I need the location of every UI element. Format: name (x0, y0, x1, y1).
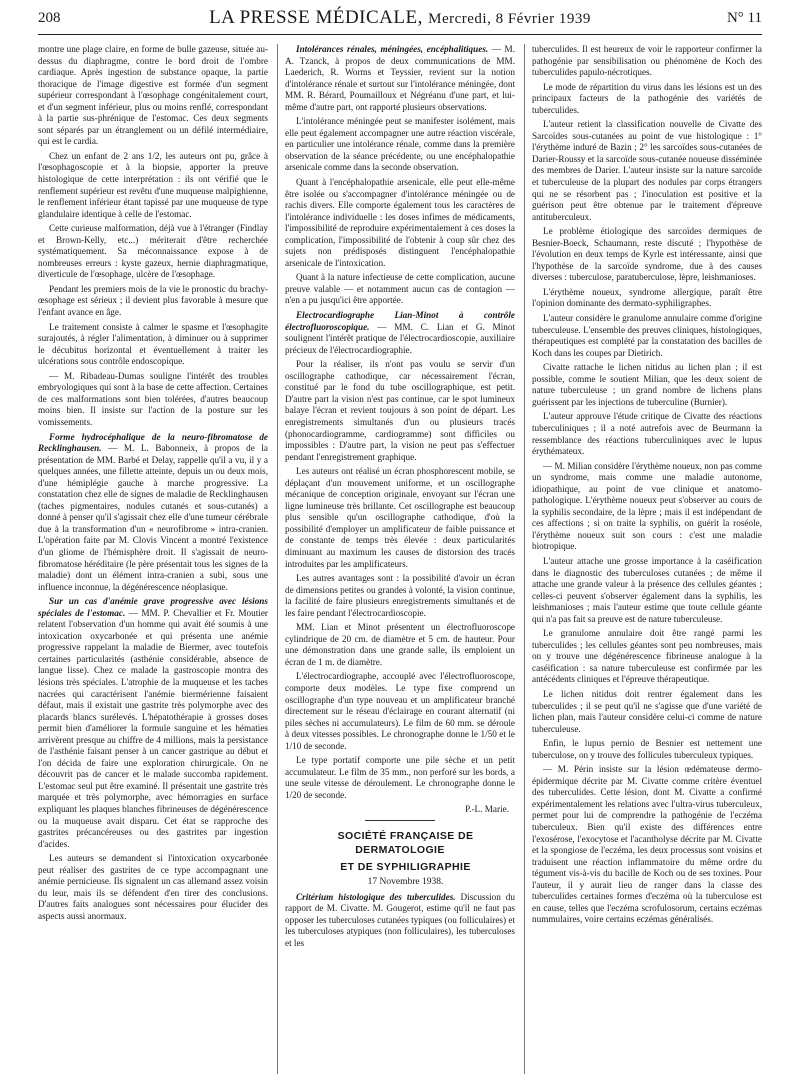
paragraph-text: Cette curieuse malformation, déjà vue à l'étranger (Findlay et Brown-Kelly, etc...) mériterait d'être recherchée systématiquement. Sa méconnaissance expose à de nombreuses erreurs : kyste gazeux, hernie diaphragmatique, diverticule de l'œsophage, ulcère de l'œsophage. (38, 223, 268, 280)
issue-number: N° 11 (726, 10, 762, 26)
column-2 (285, 44, 515, 1074)
column-1 (38, 44, 268, 1074)
paragraph (532, 738, 762, 761)
paragraph-text: L'auteur attache une grosse importance à la caséification dans le diagnostic des tuberculoses cutanées ; de même il attache une grande valeur à la présence des cellules géantes ; celles-ci peuvent s'observer également dans la syphilis, les leishmanioses ; mais l'auteur estime que toute cellule géante qui n'a pas fait sa preuve est de nature tuberculeuse. (532, 555, 762, 624)
paragraph (532, 44, 762, 79)
paragraph (285, 755, 515, 801)
paragraph-text: L'auteur considère le granulome annulaire comme d'origine tuberculeuse. L'ensemble des preuves cliniques, histologiques, thérapeutiques est complété par la constatation des bacilles de Koch dans les coupes par Dietirich. (532, 313, 762, 358)
paragraph (532, 313, 762, 359)
paragraph-text: Les autres avantages sont : la possibilité d'avoir un écran de dimensions petites ou grandes à volonté, la vision continue, la facilité de faire plusieurs enregistrements simultanés et de les faire pendant l'électrocardioscopie. (285, 573, 515, 618)
issue-date: Mercredi, 8 Février 1939 (428, 11, 591, 27)
paragraph-text: Chez un enfant de 2 ans 1/2, les auteurs ont pu, grâce à l'œsophagoscopie et à la biopsie, apporter la preuve histologique de cette interprétation : ils ont vérifié que le renflement supérieur est revêtu d'une muqueuse malpighienne, le renflement inférieur étant tapissé par une muqueuse de type glandulaire identique à celle de l'estomac. (38, 150, 268, 219)
paragraph (285, 359, 515, 463)
paragraph-text: L'électrocardiographe, accouplé avec l'électrofluoroscope, comporte deux modèles. Le type fixe comprend un oscillographe d'un type nouveau et un amplificateur branché directement sur le réseau d'éclairage en courant alternatif (ni piles sèches ni accumulateurs). Le film de 60 mm. se déroule à deux vitesses possibles. Le chronographe donne le 1/50 et le 1/10 de seconde. (285, 671, 515, 751)
paragraph-text: montre une plage claire, en forme de bulle gazeuse, située au-dessus du diaphragme, contre le bord droit de l'ombre cardiaque. Après ingestion de substance opaque, la partie thoracique de l'image digestive est formée d'un segment supérieur correspondant à l'œsophage congénitalement court, et d'un segment inférieur, plus ou moins renflé, correspondant à la partie sus-phrénique de l'estomac. Ces deux segments sont séparés par un étranglement ou un défilé intermédiaire, qui est le cardia. (38, 44, 268, 147)
paragraph-text: L'intolérance méningée peut se manifester isolément, mais elle peut également accompagner une autre réaction viscérale, en particulier une intolérance rénale, comme dans la première observation de la séance précédente, ou une encéphalopathie arsenicale comme dans la seconde observation. (285, 116, 515, 173)
paragraph (285, 671, 515, 752)
paragraph (38, 853, 268, 922)
paragraph-text: L'auteur approuve l'étude critique de Civatte des réactions tuberculiniques ; il a noté autrefois avec de Beurmann la ressemblance des réactions tuberculiniques avec le lupus érythémateux. (532, 411, 762, 457)
column-divider (277, 44, 278, 1074)
paragraph-text: Discussion du rapport de M. Civatte. M. Gougerot, estime qu'il ne faut pas opposer les tuberculoses cutanées typiques (ou folliculaires) et les tuberculoses atypiques (non folliculaires), les tuberculoses et les (285, 891, 515, 948)
paragraph-text: — MM. P. Chevallier et Fr. Moutier relatent l'observation d'un homme qui avait été soumis à une intoxication oxycarbonée et qui présenta une anémie progressive rappelant la maladie de Biermer, avec toutefois certaines particularités (asthénie considérable, absence de langue lisse). Chez ce malade la gastroscopie montra des lésions très spéciales. L'atrophie de la muqueuse et les taches nacrées qui caractérisent l'anémie biermérienne faisaient défaut, mais il existait une gastrite très polymorphe avec des placards blancs surélevés. L'hépatothérapie à grosses doses permit bien d'améliorer la formule sanguine et les hématies arrivèrent presque au chiffre de 4 millions, mais la persistance de l'asthénie faisant penser à un cancer gastrique au début et l'on décida de faire une exploration chirurgicale. On ne découvrit pas de cancer et le malade succomba rapidement. L'estomac seul put être examiné. Il présentait une gastrite très marquée et très polymorphe, avec hémorragies en surface expliquant les plaques blanches fibrineuses de dégénérescence ou la muqueuse avait disparu. Cet état se rapproche des gastrites précancéreuses ou des gastrites par ingestion d'acides. (38, 607, 268, 849)
paragraph-text: Le granulome annulaire doit être rangé parmi les tuberculides ; les cellules géantes sont peu nombreuses, mais on y trouve une dégénérescence fibrineuse analogue à la caséification : sa nature tuberculeuse est confirmée par les antécédents cliniques et l'épreuve thérapeutique. (532, 628, 762, 685)
paragraph (38, 596, 268, 850)
paragraph-heading: Intolérances rénales, méningées, encéphalitiques. (296, 44, 489, 54)
paragraph (532, 689, 762, 735)
paragraph-text: Le problème étiologique des sarcoïdes dermiques de Besnier-Boeck, Schaumann, reste discuté ; l'hypothèse de l'évolution en deux temps de Kyrle est intéressante, ainsi que l'hypothèse de la sarcoïde syndrome, due à des causes diverses : tuberculose, paratuberculose, lèpre, leishmanioses. (532, 226, 762, 283)
paragraph-text: — M. A. Tzanck, à propos de deux communications de MM. Laederich, R. Worms et Teyssier, revient sur la notion d'intolérance rénale et surtout sur l'intolérance méningée, dont MM. R. Bérard, Poumailloux et Négréanu d'une part, et lui-même d'autre part, ont rapporté plusieurs observations. (285, 44, 515, 112)
paragraph-text: Le type portatif comporte une pile sèche et un petit accumulateur. Le film de 35 mm., non perforé sur les bords, a une seule vitesse de déroulement. Le chronographe donne le 1/20 de seconde. (285, 755, 515, 800)
paragraph (285, 272, 515, 307)
paragraph-heading: Forme hydrocéphalique de la neuro-fibromatose de Recklinghausen. (38, 431, 268, 454)
paragraph-heading: Sur un cas d'anémie grave progressive avec lésions spéciales de l'estomac. (38, 596, 268, 618)
paragraph (285, 177, 515, 269)
paragraph (285, 116, 515, 174)
paragraph (285, 466, 515, 570)
paragraph (532, 628, 762, 686)
paragraph (285, 573, 515, 619)
paragraph (532, 556, 762, 625)
paragraph (532, 362, 762, 408)
paragraph-heading: Critérium histologique des tuberculides. (296, 891, 456, 902)
column-3 (532, 44, 762, 1074)
session-date: 17 Novembre 1938. (367, 877, 444, 887)
paragraph (38, 322, 268, 368)
paragraph (38, 432, 268, 594)
paragraph-text: Les auteurs se demandent si l'intoxication oxycarbonée peut réaliser des gastrites de ce type accompagnant une anémie pernicieuse. Ils signalent un cas allemand assez voisin du leur, mais ils se défendent d'en tirer des conclusions. D'autres faits analogues sont nécessaires pour élucider des aspects aussi anormaux. (38, 853, 268, 921)
paragraph (532, 82, 762, 117)
paragraph-text: — M. Ribadeau-Dumas souligne l'intérêt des troubles embryologiques qui sont à la base de cette affection. Certaines de ces malformations sont bien tolérées, d'autres beaucoup moins bien. Il insiste sur l'action de la posture sur les vomissements. (38, 370, 268, 427)
paragraph (38, 284, 268, 319)
paragraph-text: Pour la réaliser, ils n'ont pas voulu se servir d'un oscillographe cathodique, car nécessairement l'écran, constitué par le fond du tube oscillographique, est petit. D'autre part la vision n'est pas continue, car le spot lumineux balaye l'écran et revient toujours à son point de départ. Les enregistrements simultanés d'un ou plusieurs tracés (phonocardiogramme, cardiogramme) sont difficiles ou impossibles : D'autre part, la vision ne peut pas s'effectuer pendant l'enregistrement graphique. (285, 359, 515, 462)
journal-title-line (38, 7, 762, 29)
paragraph-text: — MM. C. Lian et G. Minot soulignent l'intérêt pratique de l'électrocardioscopie, auxiliaire précieux de l'électrocardiographie. (285, 321, 515, 355)
paragraph (532, 461, 762, 553)
section-separator (365, 820, 435, 821)
paragraph-text: Quant à l'encéphalopathie arsenicale, elle peut elle-même être isolée ou s'accompagner d'intolérance méningée ou de rachis divers. Elle comporte également tous les caractères de l'intolérance individuelle : les doses infimes de médicaments, l'impossibilité de reproduire expérimentalement à ces doses la complication, l'impossibilité de l'obtenir à coup sûr chez des sujets non prédisposés distinguent l'encéphalopathie arsenicale de l'intoxication. (285, 177, 515, 268)
paragraph-text: Le traitement consiste à calmer le spasme et l'œsophagite surajoutés, à régler l'alimentation, à diminuer ou à supprimer le décubitus horizontal et éventuellement à traiter les ulcérations sous contrôle endoscopique. (38, 321, 268, 367)
society-title-line-1: SOCIÉTÉ FRANÇAISE DE DERMATOLOGIE (337, 830, 474, 856)
paragraph (285, 44, 515, 113)
paragraph-text: Le lichen nitidus doit rentrer également dans les tuberculides ; il se peut qu'il ne s'agisse que d'une variété de lichen plan, mais l'auteur considère celui-ci comme de nature tuberculeuse. (532, 688, 762, 734)
paragraph (532, 411, 762, 457)
page-number: 208 (38, 10, 61, 26)
paragraph-text: — M. Périn insiste sur la lésion œdémateuse dermo-épidermique décrite par M. Civatte comme critère éventuel des tuberculides. Cette lésion, dont M. Civatte a confirmé expérimentalement les relations avec l'ultra-virus tuberculeux, permet pour lui de comprendre la pathogénie de l'eczéma tuberculeux. Bien qu'il existe des différences entre l'exosérose, l'exocytose et l'acantholyse décrite par M. Civatte et la spongiose de l'eczéma, les deux processus sont voisins et traduisent une réaction inflammatoire du même ordre du tégument vis-à-vis du bacille de Koch ou de ses toxines. Pour l'auteur, il y aurait lieu de ranger dans la classe des tuberculides certaines formes d'eczéma où la tuberculose est en cause, telles que l'eczéma scrofulosorum, certains eczémas nummulaires, voire certains eczémas généralisés. (532, 764, 762, 925)
paragraph-heading: Electrocardiographe Lian-Minot à contrôle électrofluoroscopique. (285, 310, 515, 332)
paragraph-text: Quant à la nature infectieuse de cette complication, aucune preuve valable — et notamment aucun cas de contagion — n'en a pu jusqu'ici être apportée. (285, 272, 515, 306)
paragraph (38, 223, 268, 281)
article-columns (38, 44, 762, 1074)
journal-name: LA PRESSE MÉDICALE, (209, 7, 423, 28)
paragraph (532, 226, 762, 284)
paragraph-text: — M. L. Babonneix, à propos de la présentation de MM. Barbé et Delay, rappelle qu'il a vu, il y a quelques années, une fillette atteinte, depuis un ou deux mois, d'une hémiplégie gauche à marche progressive. La constatation chez elle de signes de maladie de Recklinghausen (taches pigmentaires, nodules cutanés et sous-cutanés) a donné à penser qu'il s'agissait chez elle d'une tumeur cérébrale due à la transformation d'un « neurofibrome » intra-cranien. L'opération faite par M. Clovis Vincent a montré l'existence d'un gliome de l'hémisphère droit. Il s'agissait de neuro-fibromatose héréditaire (le père présentait tous les signes de la maladie) dont un élément intra-cranien a subi, sous une influence inconnue, la dégénérescence néoplasique. (38, 443, 268, 592)
paragraph (285, 892, 515, 950)
paragraph (532, 764, 762, 926)
paragraph-text: L'érythème noueux, syndrome allergique, paraît être l'opinion dominante des dermato-syphiligraphes. (532, 286, 762, 309)
paragraph-text: Pendant les premiers mois de la vie le pronostic du brachy-œsophage est sérieux ; il devient plus favorable à mesure que l'enfant avance en âge. (38, 283, 268, 318)
paragraph-text: Les auteurs ont réalisé un écran phosphorescent mobile, se déplaçant d'un mouvement uniforme, et un oscillographe mécanique de conception originale, envoyant sur l'écran une ligne lumineuse très brillante. Cet oscillographe est beaucoup plus sensible qu'un oscillographe cathodique, d'où la possibilité d'employer un amplificateur de faible puissance et de constante de temps très élevée : deux particularités diminuant au maximum les causes de distorsion des tracés introduites par les amplificateurs. (285, 466, 515, 569)
paragraph-text: Le mode de répartition du virus dans les lésions est un des principaux facteurs de la pathogénie des variétés de tuberculides. (532, 81, 762, 115)
paragraph (38, 151, 268, 220)
paragraph-text: Civatte rattache le lichen nitidus au lichen plan ; il est possible, comme le soutient Milian, que les deux soient de nature tuberculeuse ; un grand nombre de lichens plans guérissent par les injections de tuberculine (Burnier). (532, 362, 762, 407)
column-divider (524, 44, 525, 1074)
paragraph (38, 371, 268, 429)
paragraph-text: MM. Lian et Minot présentent un électrofluoroscope cylindrique de 20 cm. de diamètre et 5 cm. de hauteur. Pour une démonstration dans une grande salle, ils emploient un écran de 1 m. de diamètre. (285, 622, 515, 667)
paragraph-text: — M. Milian considère l'érythème noueux, non pas comme un syndrome, mais comme une maladie autonome, idiopathique, au point de vue clinique et anatomo-pathologique. L'érythème noueux peut s'observer au cours de la syphilis secondaire, de la lèpre ; mais il est indépendant de ces affections ; si on traite la syphilis, on guérit la roséole, l'érythème noueux suit son cours : c'est une maladie biotropique. (532, 460, 762, 552)
paragraph (38, 44, 268, 148)
paragraph (285, 622, 515, 668)
society-title-line-2: ET DE SYPHILIGRAPHIE (340, 861, 471, 873)
paragraph (532, 287, 762, 310)
author-signature: P.-L. Marie. (465, 804, 509, 815)
paragraph-text: Enfin, le lupus pernio de Besnier est nettement une tuberculose, on y trouve des follicules tuberculeux typiques. (532, 738, 762, 760)
page-header (38, 6, 762, 35)
paragraph (532, 119, 762, 223)
paragraph-text: L'auteur retient la classification nouvelle de Civatte des Sarcoïdes sous-cutanées au point de vue histologique : 1° l'érythème induré de Bazin ; 2° les sarcoïdes sous-cutanées de Darier-Roussy et la sarcoïde sous-cutanée noueuse disséminée des membres de Darier. L'auteur insiste sur la nature sarcoïde et tuberculeuse de la plupart des nodules par corps étrangers qui ne se résorbent pas ; l'inoculation est positive et la guérison peut être obtenue par le traitement d'épreuve antituberculeux. (532, 119, 762, 222)
paragraph-text: tuberculides. Il est heureux de voir le rapporteur confirmer la pathogénie par sensibilisation ou phénomène de Koch des tuberculides papulo-nécrotiques. (532, 44, 762, 78)
paragraph (285, 310, 515, 356)
